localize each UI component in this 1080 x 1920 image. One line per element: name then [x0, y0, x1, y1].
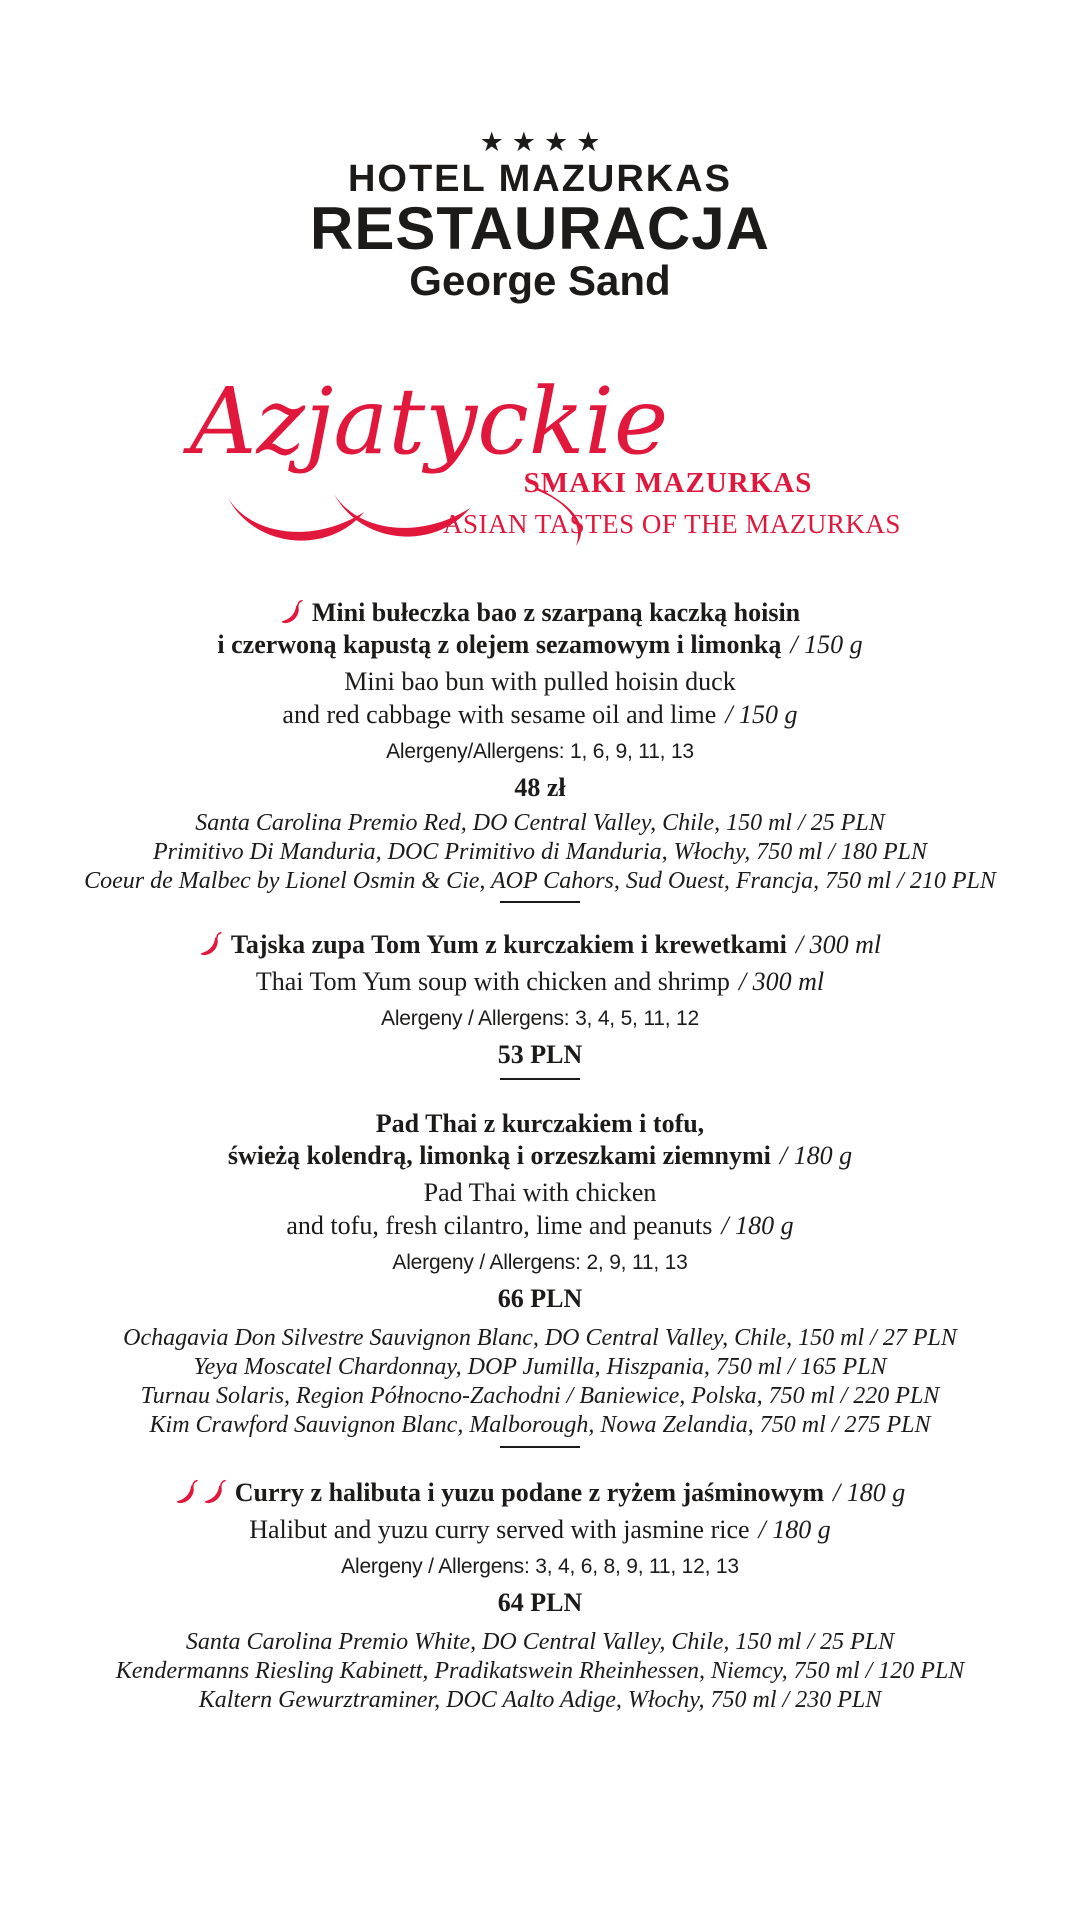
wine-item: Kaltern Gewurztraminer, DOC Aalto Adige, Włochy, 750 ml / 230 PLN: [198, 1687, 882, 1713]
allergens-line: Alergeny / Allergens: 2, 9, 11, 13: [392, 1251, 688, 1274]
menu-subtitle-en: ASIAN TASTES OF THE MAZURKAS: [443, 509, 901, 539]
section-divider: [500, 1446, 580, 1448]
dish-title-en-line2: [0, 1209, 1080, 1242]
dish-title-en-text: and tofu, fresh cilantro, lime and peanuts: [286, 1211, 713, 1240]
wine-pairing-list: [0, 1628, 1080, 1715]
dish-section-1: [0, 597, 1080, 896]
allergens-line: Alergeny / Allergens: 3, 4, 6, 8, 9, 11, 12, 13: [341, 1555, 739, 1578]
dish-portion: / 300 ml: [795, 930, 882, 959]
allergens-line: Alergeny/Allergens: 1, 6, 9, 11, 13: [386, 740, 694, 763]
hotel-name: HOTEL MAZURKAS: [347, 158, 733, 200]
hotel-logo: [0, 128, 1080, 304]
dish-title-en: [0, 965, 1080, 998]
dish-section-4: [0, 1477, 1080, 1715]
hotel-stars: ★★★★: [479, 127, 609, 158]
dish-section-3: [0, 1108, 1080, 1440]
dish-section-2: [0, 929, 1080, 1072]
dish-title-pl: [0, 929, 1080, 961]
wine-item: Santa Carolina Premio Red, DO Central Valley, Chile, 150 ml / 25 PLN: [195, 810, 885, 836]
dish-title-en-text: and red cabbage with sesame oil and lime: [282, 700, 717, 729]
wine-item: Santa Carolina Premio White, DO Central Valley, Chile, 150 ml / 25 PLN: [185, 1629, 895, 1655]
dish-portion-en: / 150 g: [725, 700, 798, 729]
dish-price: 53 PLN: [497, 1040, 583, 1069]
menu-script-title: Azjatyckie: [190, 368, 669, 475]
dish-title-text: Tajska zupa Tom Yum z kurczakiem i krewetkami: [230, 930, 787, 959]
dish-title-en-text: Halibut and yuzu curry served with jasmine rice: [249, 1515, 750, 1544]
dish-title-pl: [0, 1477, 1080, 1509]
chili-icon: [280, 598, 303, 626]
dish-title-en-line2: [0, 698, 1080, 731]
allergens-line: Alergeny / Allergens: 3, 4, 5, 11, 12: [381, 1007, 699, 1030]
dish-title-en-text: Thai Tom Yum soup with chicken and shrimp: [255, 967, 730, 996]
dish-portion: / 180 g: [833, 1478, 906, 1507]
dish-title-pl-line2: [0, 629, 1080, 661]
dish-portion-en: / 180 g: [721, 1211, 794, 1240]
menu-subtitle-pl: SMAKI MAZURKAS: [523, 467, 813, 499]
dish-portion-en: / 300 ml: [738, 967, 825, 996]
dish-portion: / 150 g: [790, 630, 863, 659]
dish-title-text: świeżą kolendrą, limonką i orzeszkami ziemnymi: [227, 1141, 771, 1170]
wine-item: Coeur de Malbec by Lionel Osmin & Cie, AOP Cahors, Sud Ouest, Francja, 750 ml / 210 PLN: [84, 868, 996, 894]
dish-title-text: Curry z halibuta i yuzu podane z ryżem jaśminowym: [234, 1478, 825, 1507]
section-divider: [500, 901, 580, 903]
wine-item: Kendermanns Riesling Kabinett, Pradikatswein Rheinhessen, Niemcy, 750 ml / 120 PLN: [115, 1658, 965, 1684]
dish-title-pl: Pad Thai z kurczakiem i tofu,: [375, 1109, 705, 1138]
dish-title-text: i czerwoną kapustą z olejem sezamowym i limonką: [217, 630, 782, 659]
dish-price: 48 zł: [514, 773, 566, 802]
wine-pairing-list: [0, 809, 1080, 896]
dish-portion: / 180 g: [779, 1141, 853, 1170]
dish-title-en: [0, 1513, 1080, 1546]
dish-portion-en: / 180 g: [758, 1515, 831, 1544]
dish-title-text: Mini bułeczka bao z szarpaną kaczką hoisin: [311, 598, 801, 627]
dish-price: 66 PLN: [497, 1284, 583, 1313]
dish-title-pl-line2: [0, 1140, 1080, 1172]
wine-item: Turnau Solaris, Region Północno-Zachodni / Baniewice, Polska, 750 ml / 220 PLN: [140, 1383, 940, 1409]
restaurant-title: RESTAURACJA: [310, 195, 770, 262]
restaurant-subname: George Sand: [409, 257, 671, 304]
chili-icon: [175, 1478, 198, 1506]
chili-icon: [203, 1478, 226, 1506]
wine-item: Kim Crawford Sauvignon Blanc, Malborough, Nowa Zelandia, 750 ml / 275 PLN: [149, 1412, 931, 1438]
wine-pairing-list: [0, 1324, 1080, 1440]
section-divider: [500, 1078, 580, 1080]
chili-icon: [199, 930, 222, 958]
dish-title-en: Mini bao bun with pulled hoisin duck: [344, 667, 736, 696]
wine-item: Ochagavia Don Silvestre Sauvignon Blanc, DO Central Valley, Chile, 150 ml / 27 PLN: [123, 1325, 957, 1351]
dish-title-pl: [0, 597, 1080, 629]
dish-price: 64 PLN: [497, 1588, 583, 1617]
wine-item: Yeya Moscatel Chardonnay, DOP Jumilla, Hiszpania, 750 ml / 165 PLN: [193, 1354, 887, 1380]
dish-title-en: Pad Thai with chicken: [423, 1178, 657, 1207]
wine-item: Primitivo Di Manduria, DOC Primitivo di Manduria, Włochy, 750 ml / 180 PLN: [153, 839, 927, 865]
